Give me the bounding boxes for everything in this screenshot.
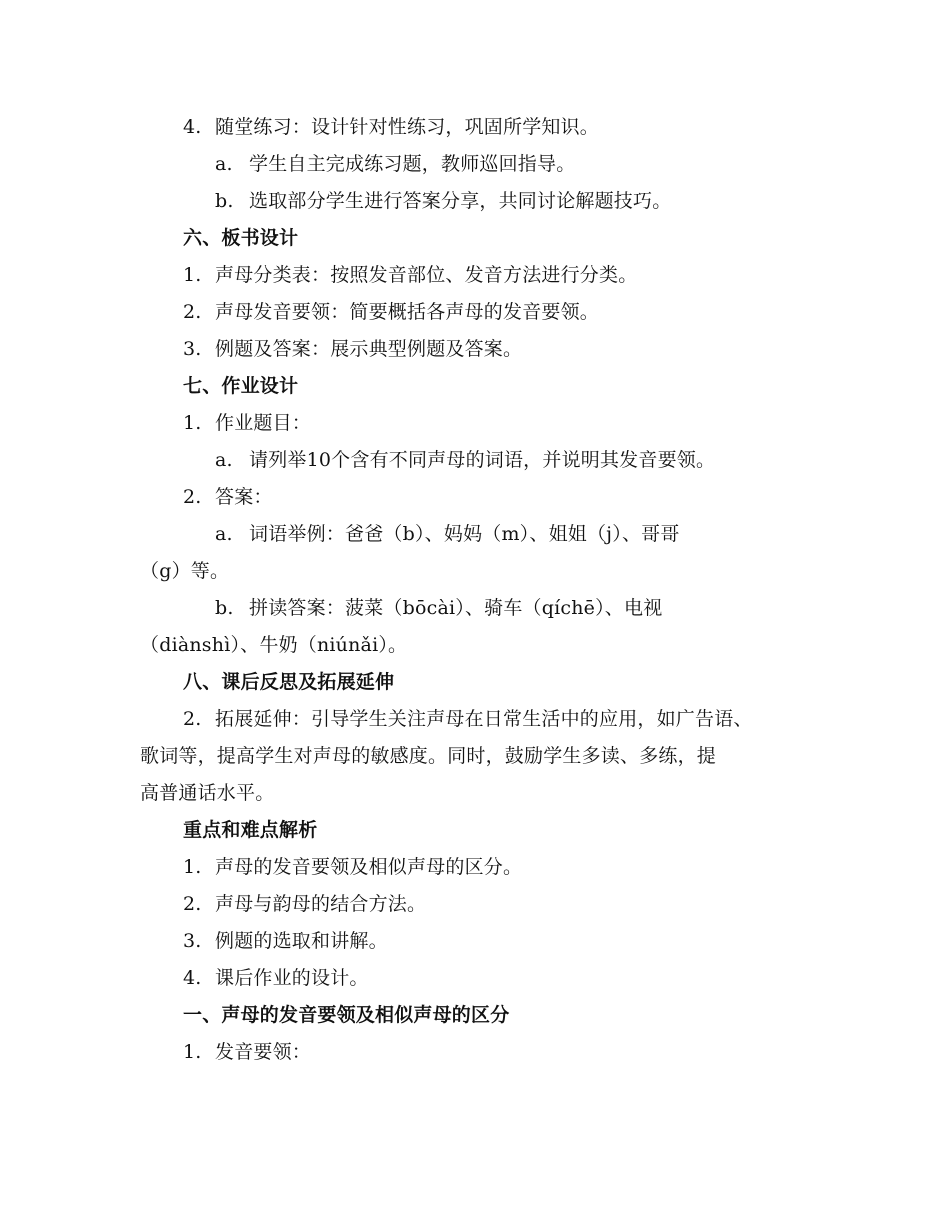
paragraph-line: 高普通话水平。 xyxy=(140,782,275,804)
list-item-text: 拓展延伸：引导学生关注声母在日常生活中的应用，如广告语、 xyxy=(215,708,753,730)
list-marker: 2. xyxy=(183,301,202,323)
list-item xyxy=(215,152,575,176)
section-heading: 六、板书设计 xyxy=(183,227,299,249)
list-marker: 4. xyxy=(183,967,202,989)
list-item-text: 作业题目： xyxy=(215,412,312,434)
list-item xyxy=(183,300,599,324)
list-marker: 4. xyxy=(183,116,202,138)
list-item xyxy=(183,855,522,879)
list-item-text: 声母与韵母的结合方法。 xyxy=(215,893,427,915)
list-marker: 2. xyxy=(183,893,202,915)
list-marker: b. xyxy=(215,597,234,619)
list-marker: a. xyxy=(215,153,233,175)
list-item xyxy=(215,596,662,620)
section-heading: 一、声母的发音要领及相似声母的区分 xyxy=(183,1004,510,1026)
list-marker: 3. xyxy=(183,338,202,360)
list-item-text: 声母发音要领：简要概括各声母的发音要领。 xyxy=(215,301,600,323)
list-item-text: 随堂练习：设计针对性练习，巩固所学知识。 xyxy=(215,116,600,138)
list-item-text: 词语举例：爸爸（b）、妈妈（m）、姐姐（j）、哥哥 xyxy=(249,523,680,545)
list-item xyxy=(183,115,599,139)
paragraph-line: （diànshì）、牛奶（niúnǎi）。 xyxy=(140,634,408,656)
list-item-text: 课后作业的设计。 xyxy=(215,967,369,989)
list-item xyxy=(183,263,637,287)
list-marker: 1. xyxy=(183,264,202,286)
paragraph-line: （g）等。 xyxy=(140,560,230,582)
list-item-text: 声母分类表：按照发音部位、发音方法进行分类。 xyxy=(215,264,638,286)
list-item-text: 请列举10个含有不同声母的词语，并说明其发音要领。 xyxy=(249,449,716,471)
list-item xyxy=(215,448,715,472)
list-item xyxy=(183,892,426,916)
paragraph-line: 歌词等，提高学生对声母的敏感度。同时，鼓励学生多读、多练，提 xyxy=(140,745,717,767)
list-item xyxy=(183,411,311,435)
list-marker: 3. xyxy=(183,930,202,952)
list-item-text: 拼读答案：菠菜（bōcài）、骑车（qíchē）、电视 xyxy=(249,597,663,619)
list-marker: b. xyxy=(215,190,234,212)
list-item xyxy=(215,189,671,213)
list-marker: 2. xyxy=(183,708,202,730)
list-item-text: 发音要领： xyxy=(215,1041,312,1063)
list-item-text: 选取部分学生进行答案分享，共同讨论解题技巧。 xyxy=(249,190,672,212)
list-item xyxy=(183,707,753,731)
list-marker: a. xyxy=(215,523,233,545)
list-marker: 2. xyxy=(183,486,202,508)
list-item-text: 声母的发音要领及相似声母的区分。 xyxy=(215,856,523,878)
list-item xyxy=(183,1040,311,1064)
list-item xyxy=(183,966,369,990)
list-item xyxy=(183,485,273,509)
list-item-text: 答案： xyxy=(215,486,273,508)
section-heading: 重点和难点解析 xyxy=(183,819,318,841)
list-marker: a. xyxy=(215,449,233,471)
section-heading: 七、作业设计 xyxy=(183,375,299,397)
list-item-text: 学生自主完成练习题，教师巡回指导。 xyxy=(249,153,576,175)
list-marker: 1. xyxy=(183,412,202,434)
list-item xyxy=(183,929,388,953)
section-heading: 八、课后反思及拓展延伸 xyxy=(183,671,395,693)
list-marker: 1. xyxy=(183,1041,202,1063)
list-marker: 1. xyxy=(183,856,202,878)
list-item xyxy=(183,337,522,361)
list-item xyxy=(215,522,680,546)
list-item-text: 例题及答案：展示典型例题及答案。 xyxy=(215,338,523,360)
list-item-text: 例题的选取和讲解。 xyxy=(215,930,388,952)
